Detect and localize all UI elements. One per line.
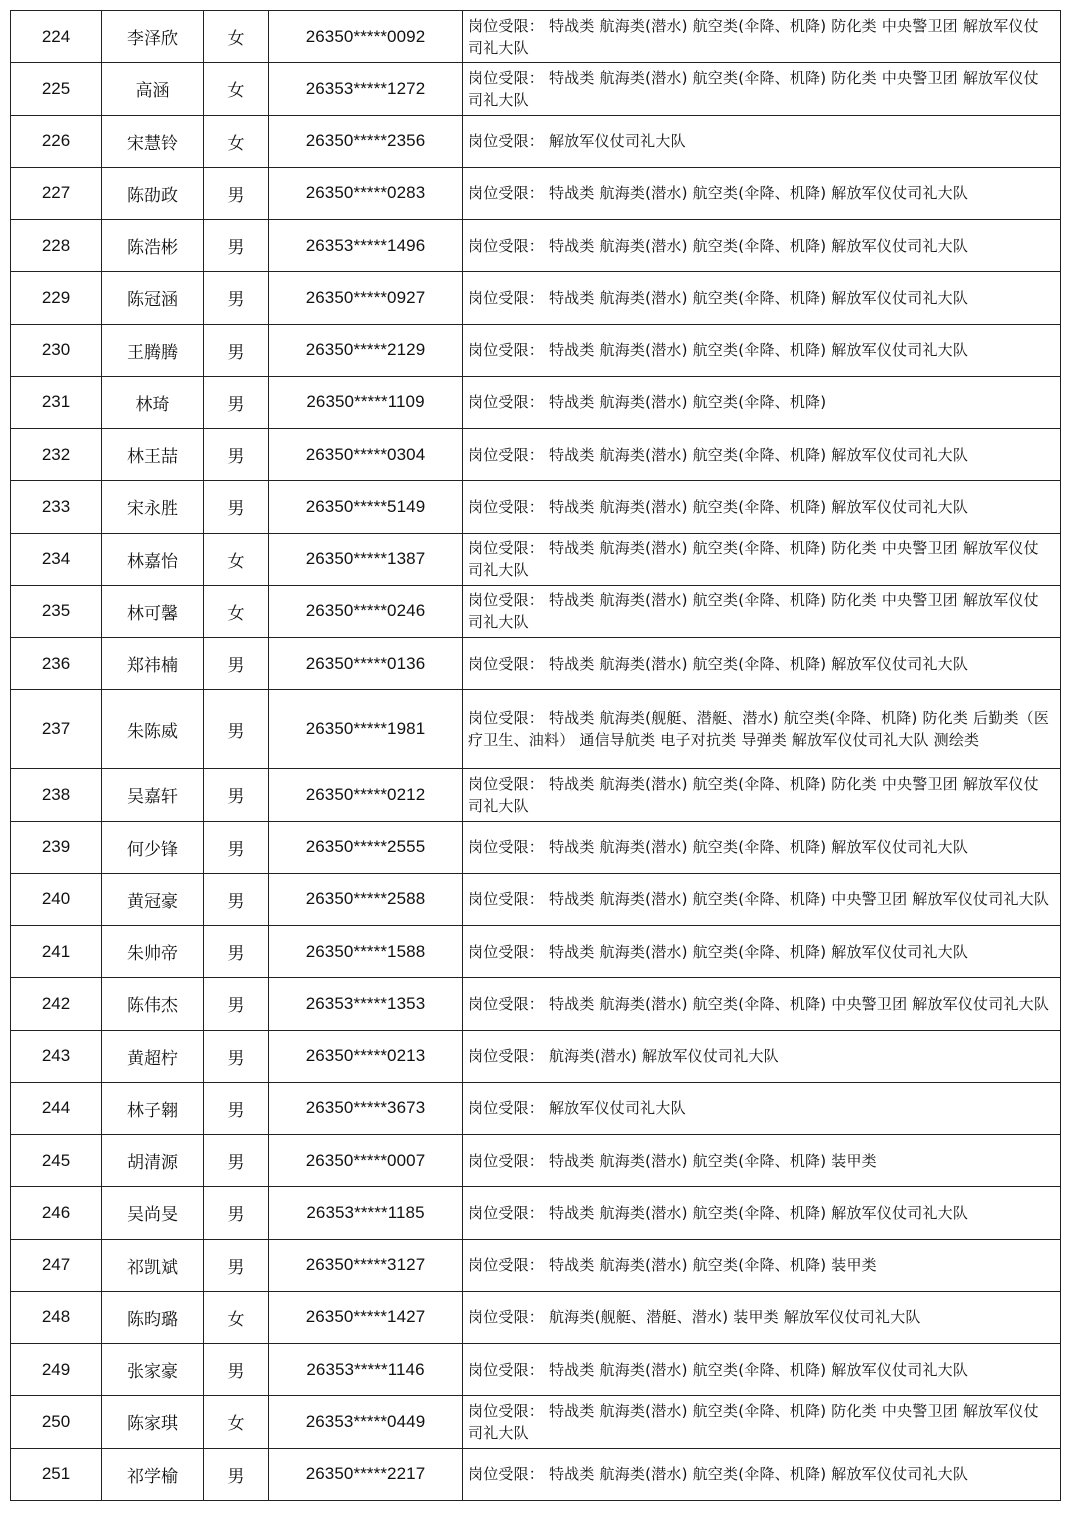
row-number: 242 [11,978,102,1030]
row-id-number: 26350*****2217 [269,1448,463,1500]
row-gender: 男 [204,167,269,219]
row-gender: 女 [204,1396,269,1448]
table-row [11,63,1061,115]
row-id-number: 26353*****0449 [269,1396,463,1448]
row-restriction-note: 岗位受限： 特战类 航海类(潜水) 航空类(伞降、机降) [463,376,1061,428]
row-gender: 男 [204,769,269,821]
row-restriction-note: 岗位受限： 特战类 航海类(潜水) 航空类(伞降、机降) 装甲类 [463,1135,1061,1187]
table-row [11,873,1061,925]
row-number: 251 [11,1448,102,1500]
row-name: 吴尚旻 [102,1187,204,1239]
row-gender: 女 [204,533,269,585]
row-gender: 男 [204,272,269,324]
row-name: 李泽欣 [102,11,204,63]
row-name: 陈劭政 [102,167,204,219]
table-row [11,1187,1061,1239]
table-row [11,11,1061,63]
table-row [11,1448,1061,1500]
row-name: 胡清源 [102,1135,204,1187]
row-name: 林王喆 [102,429,204,481]
row-number: 227 [11,167,102,219]
table-row [11,821,1061,873]
row-number: 225 [11,63,102,115]
table-row [11,1239,1061,1291]
row-restriction-note: 岗位受限： 特战类 航海类(潜水) 航空类(伞降、机降) 中央警卫团 解放军仪仗司礼大队 [463,873,1061,925]
row-gender: 男 [204,1187,269,1239]
row-number: 244 [11,1082,102,1134]
row-id-number: 26353*****1185 [269,1187,463,1239]
row-id-number: 26350*****0927 [269,272,463,324]
table-row [11,115,1061,167]
row-id-number: 26353*****1496 [269,220,463,272]
row-restriction-note: 岗位受限： 特战类 航海类(潜水) 航空类(伞降、机降) 解放军仪仗司礼大队 [463,638,1061,690]
row-number: 249 [11,1344,102,1396]
row-id-number: 26350*****2356 [269,115,463,167]
table-row [11,1082,1061,1134]
row-number: 245 [11,1135,102,1187]
row-name: 王腾腾 [102,324,204,376]
row-gender: 男 [204,821,269,873]
row-name: 陈家琪 [102,1396,204,1448]
row-number: 241 [11,926,102,978]
row-restriction-note: 岗位受限： 航海类(潜水) 解放军仪仗司礼大队 [463,1030,1061,1082]
row-gender: 男 [204,220,269,272]
row-number: 228 [11,220,102,272]
table-row [11,429,1061,481]
row-gender: 女 [204,115,269,167]
row-gender: 男 [204,376,269,428]
row-id-number: 26350*****0092 [269,11,463,63]
row-number: 230 [11,324,102,376]
row-id-number: 26350*****1588 [269,926,463,978]
row-number: 240 [11,873,102,925]
row-name: 高涵 [102,63,204,115]
row-restriction-note: 岗位受限： 特战类 航海类(潜水) 航空类(伞降、机降) 解放军仪仗司礼大队 [463,220,1061,272]
row-restriction-note: 岗位受限： 特战类 航海类(潜水) 航空类(伞降、机降) 解放军仪仗司礼大队 [463,429,1061,481]
row-name: 朱帅帝 [102,926,204,978]
row-id-number: 26353*****1353 [269,978,463,1030]
row-id-number: 26350*****2588 [269,873,463,925]
row-name: 祁凯斌 [102,1239,204,1291]
row-restriction-note: 岗位受限： 特战类 航海类(潜水) 航空类(伞降、机降) 中央警卫团 解放军仪仗司礼大队 [463,978,1061,1030]
row-number: 246 [11,1187,102,1239]
row-number: 229 [11,272,102,324]
row-gender: 男 [204,481,269,533]
row-gender: 男 [204,690,269,769]
table-row [11,978,1061,1030]
row-id-number: 26350*****0304 [269,429,463,481]
row-restriction-note: 岗位受限： 特战类 航海类(潜水) 航空类(伞降、机降) 防化类 中央警卫团 解放军仪仗司礼大队 [463,769,1061,821]
row-number: 235 [11,585,102,637]
row-number: 232 [11,429,102,481]
row-id-number: 26350*****3127 [269,1239,463,1291]
row-number: 243 [11,1030,102,1082]
row-restriction-note: 岗位受限： 航海类(舰艇、潜艇、潜水) 装甲类 解放军仪仗司礼大队 [463,1291,1061,1343]
row-name: 林琦 [102,376,204,428]
row-restriction-note: 岗位受限： 特战类 航海类(潜水) 航空类(伞降、机降) 防化类 中央警卫团 解放军仪仗司礼大队 [463,11,1061,63]
row-gender: 男 [204,1344,269,1396]
row-name: 朱陈威 [102,690,204,769]
row-restriction-note: 岗位受限： 特战类 航海类(舰艇、潜艇、潜水) 航空类(伞降、机降) 防化类 后勤类（医疗卫生、油料） 通信导航类 电子对抗类 导弹类 解放军仪仗司礼大队 测绘类 [463,690,1061,769]
row-gender: 女 [204,11,269,63]
row-name: 宋慧铃 [102,115,204,167]
row-name: 林嘉怡 [102,533,204,585]
row-gender: 男 [204,1239,269,1291]
row-restriction-note: 岗位受限： 特战类 航海类(潜水) 航空类(伞降、机降) 解放军仪仗司礼大队 [463,481,1061,533]
row-id-number: 26350*****1981 [269,690,463,769]
row-restriction-note: 岗位受限： 特战类 航海类(潜水) 航空类(伞降、机降) 解放军仪仗司礼大队 [463,926,1061,978]
table-row [11,481,1061,533]
table-row [11,926,1061,978]
row-restriction-note: 岗位受限： 特战类 航海类(潜水) 航空类(伞降、机降) 防化类 中央警卫团 解放军仪仗司礼大队 [463,585,1061,637]
row-gender: 男 [204,873,269,925]
row-gender: 男 [204,1082,269,1134]
table-row [11,324,1061,376]
row-name: 林子翱 [102,1082,204,1134]
row-id-number: 26350*****0007 [269,1135,463,1187]
row-restriction-note: 岗位受限： 特战类 航海类(潜水) 航空类(伞降、机降) 解放军仪仗司礼大队 [463,324,1061,376]
row-name: 张家豪 [102,1344,204,1396]
row-number: 239 [11,821,102,873]
row-restriction-note: 岗位受限： 特战类 航海类(潜水) 航空类(伞降、机降) 防化类 中央警卫团 解放军仪仗司礼大队 [463,533,1061,585]
row-id-number: 26353*****1272 [269,63,463,115]
row-gender: 男 [204,926,269,978]
row-id-number: 26350*****2129 [269,324,463,376]
row-restriction-note: 岗位受限： 特战类 航海类(潜水) 航空类(伞降、机降) 解放军仪仗司礼大队 [463,272,1061,324]
table-row [11,1344,1061,1396]
row-name: 郑祎楠 [102,638,204,690]
table-row [11,376,1061,428]
row-number: 236 [11,638,102,690]
row-restriction-note: 岗位受限： 特战类 航海类(潜水) 航空类(伞降、机降) 防化类 中央警卫团 解放军仪仗司礼大队 [463,1396,1061,1448]
row-id-number: 26350*****5149 [269,481,463,533]
row-gender: 男 [204,1030,269,1082]
row-gender: 男 [204,1135,269,1187]
row-gender: 男 [204,1448,269,1500]
table-row [11,769,1061,821]
row-gender: 男 [204,638,269,690]
row-id-number: 26350*****1109 [269,376,463,428]
row-name: 祁学榆 [102,1448,204,1500]
table-row [11,1135,1061,1187]
row-number: 226 [11,115,102,167]
row-restriction-note: 岗位受限： 特战类 航海类(潜水) 航空类(伞降、机降) 解放军仪仗司礼大队 [463,1344,1061,1396]
row-id-number: 26350*****0246 [269,585,463,637]
row-name: 林可馨 [102,585,204,637]
table-row [11,638,1061,690]
row-restriction-note: 岗位受限： 特战类 航海类(潜水) 航空类(伞降、机降) 解放军仪仗司礼大队 [463,1448,1061,1500]
row-id-number: 26353*****1146 [269,1344,463,1396]
table-row [11,220,1061,272]
row-restriction-note: 岗位受限： 特战类 航海类(潜水) 航空类(伞降、机降) 解放军仪仗司礼大队 [463,821,1061,873]
row-name: 宋永胜 [102,481,204,533]
table-row [11,585,1061,637]
row-id-number: 26350*****2555 [269,821,463,873]
row-gender: 男 [204,324,269,376]
roster-table [10,10,1061,1501]
table-row [11,533,1061,585]
table-row [11,167,1061,219]
table-row [11,690,1061,769]
row-number: 238 [11,769,102,821]
row-name: 陈伟杰 [102,978,204,1030]
row-name: 黄冠豪 [102,873,204,925]
row-name: 吴嘉轩 [102,769,204,821]
roster-body [11,11,1061,1501]
row-restriction-note: 岗位受限： 特战类 航海类(潜水) 航空类(伞降、机降) 装甲类 [463,1239,1061,1291]
row-id-number: 26350*****0213 [269,1030,463,1082]
row-number: 231 [11,376,102,428]
row-restriction-note: 岗位受限： 解放军仪仗司礼大队 [463,115,1061,167]
row-id-number: 26350*****3673 [269,1082,463,1134]
row-number: 234 [11,533,102,585]
row-number: 248 [11,1291,102,1343]
row-gender: 女 [204,585,269,637]
row-name: 陈昀璐 [102,1291,204,1343]
row-restriction-note: 岗位受限： 特战类 航海类(潜水) 航空类(伞降、机降) 解放军仪仗司礼大队 [463,1187,1061,1239]
row-gender: 男 [204,429,269,481]
row-name: 陈浩彬 [102,220,204,272]
row-number: 247 [11,1239,102,1291]
row-gender: 男 [204,978,269,1030]
table-row [11,1396,1061,1448]
table-row [11,1291,1061,1343]
row-name: 何少锋 [102,821,204,873]
row-id-number: 26350*****1427 [269,1291,463,1343]
row-gender: 女 [204,63,269,115]
row-id-number: 26350*****0212 [269,769,463,821]
row-number: 224 [11,11,102,63]
row-id-number: 26350*****1387 [269,533,463,585]
row-restriction-note: 岗位受限： 解放军仪仗司礼大队 [463,1082,1061,1134]
row-number: 233 [11,481,102,533]
row-name: 陈冠涵 [102,272,204,324]
row-id-number: 26350*****0136 [269,638,463,690]
row-id-number: 26350*****0283 [269,167,463,219]
table-row [11,272,1061,324]
row-number: 237 [11,690,102,769]
table-row [11,1030,1061,1082]
row-gender: 女 [204,1291,269,1343]
row-restriction-note: 岗位受限： 特战类 航海类(潜水) 航空类(伞降、机降) 防化类 中央警卫团 解放军仪仗司礼大队 [463,63,1061,115]
row-number: 250 [11,1396,102,1448]
row-restriction-note: 岗位受限： 特战类 航海类(潜水) 航空类(伞降、机降) 解放军仪仗司礼大队 [463,167,1061,219]
row-name: 黄超柠 [102,1030,204,1082]
